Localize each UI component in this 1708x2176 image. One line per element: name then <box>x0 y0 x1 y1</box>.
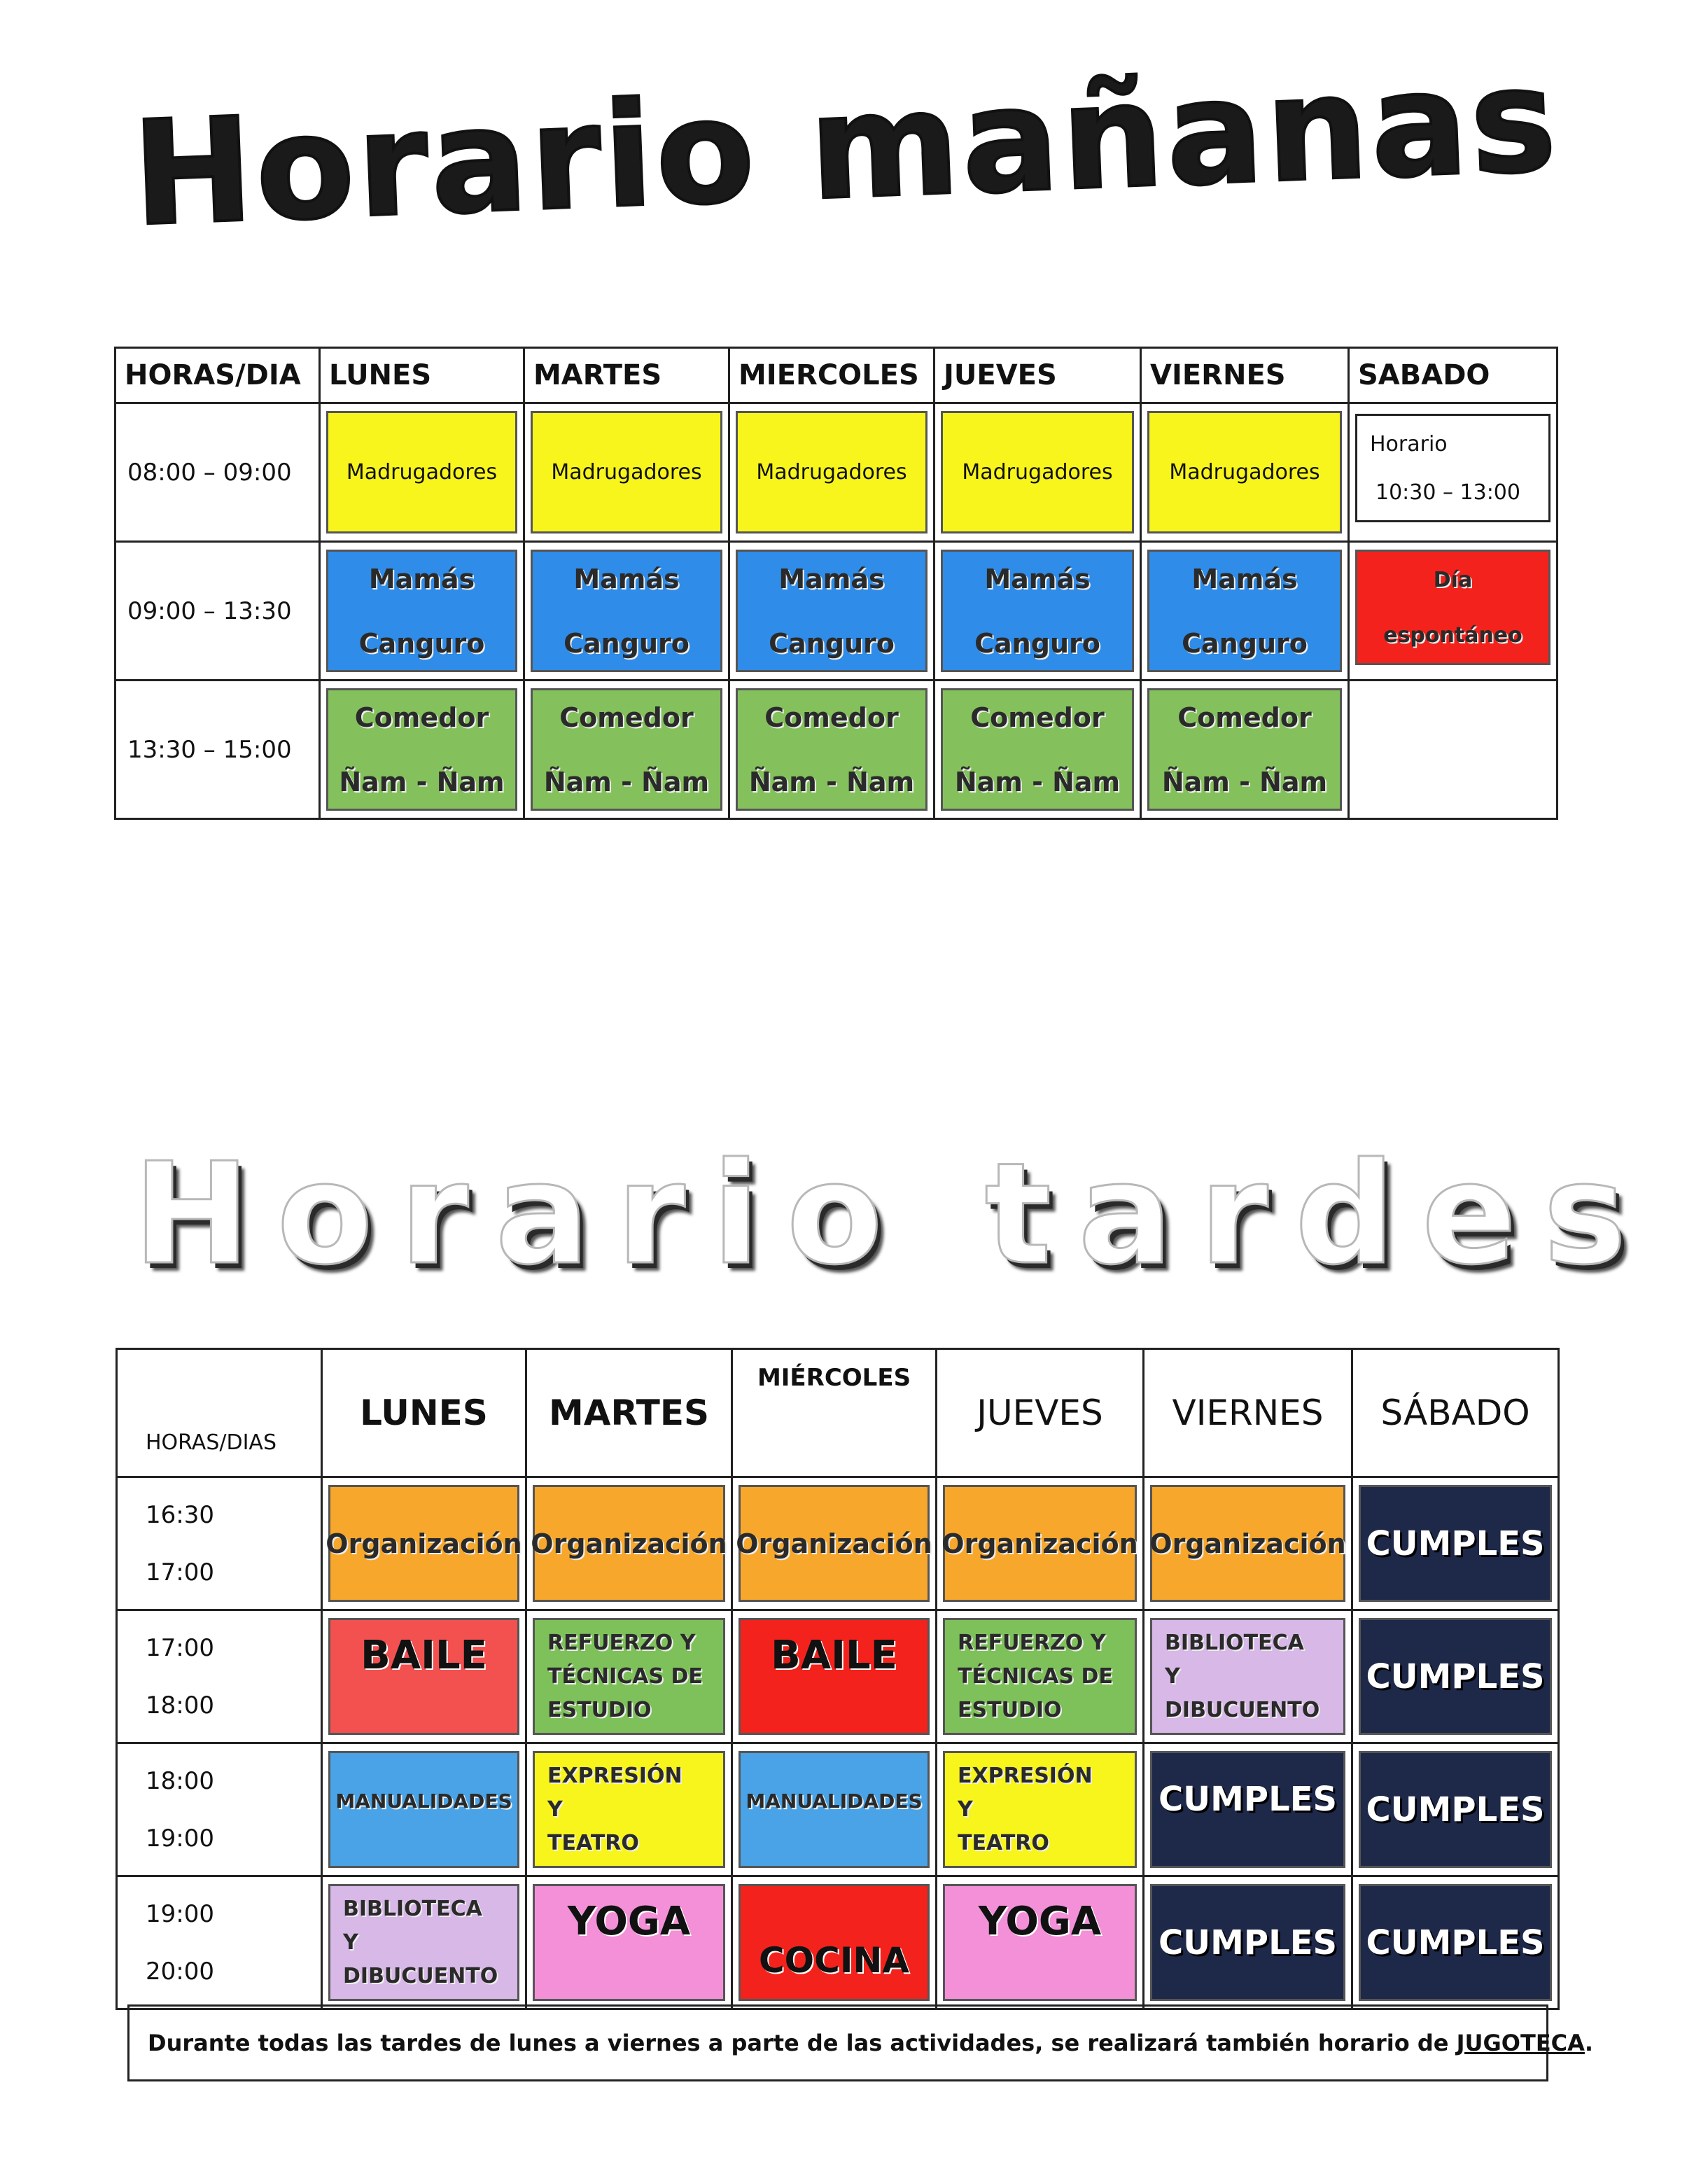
header-sabado: SABADO <box>1349 348 1558 403</box>
activity-manualidades: MANUALIDADES <box>738 1751 930 1868</box>
morning-title: Horario mañanas <box>130 36 1562 258</box>
schedule-cell <box>937 1743 1144 1876</box>
activity-yoga: YOGA <box>533 1884 725 2001</box>
activity-baile: BAILE <box>738 1618 930 1735</box>
afternoon-header-row <box>117 1349 1559 1477</box>
schedule-cell <box>524 681 729 819</box>
activity-comedor: Comedor Ñam - Ñam <box>1147 688 1342 811</box>
schedule-cell <box>1141 403 1349 542</box>
activity-madrugadores: Madrugadores <box>326 411 517 533</box>
activity-cocina: COCINA <box>738 1884 930 2001</box>
schedule-cell <box>320 681 524 819</box>
header-horas-dias: HORAS/DIAS <box>117 1349 322 1477</box>
activity-comedor: Comedor Ñam - Ñam <box>326 688 517 811</box>
activity-madrugadores: Madrugadores <box>736 411 927 533</box>
activity-comedor: Comedor Ñam - Ñam <box>531 688 722 811</box>
schedule-cell <box>524 403 729 542</box>
schedule-cell <box>732 1876 937 2009</box>
note-end: . <box>1584 2030 1594 2056</box>
table-row <box>117 1743 1559 1876</box>
header-lunes: LUNES <box>320 348 524 403</box>
header-sabado: SÁBADO <box>1352 1349 1559 1477</box>
schedule-cell <box>937 1477 1144 1610</box>
schedule-cell <box>1144 1743 1352 1876</box>
schedule-cell <box>732 1743 937 1876</box>
time-slot: 18:00 19:00 <box>117 1743 322 1876</box>
header-jueves: JUEVES <box>934 348 1141 403</box>
schedule-cell <box>729 542 934 681</box>
afternoon-schedule-table <box>115 1348 1560 2010</box>
schedule-cell <box>322 1610 526 1743</box>
schedule-cell <box>322 1477 526 1610</box>
note-jugoteca: JUGOTECA <box>1456 2030 1585 2056</box>
table-row <box>115 681 1558 819</box>
schedule-cell <box>1141 681 1349 819</box>
morning-header-row <box>115 348 1558 403</box>
time-slot: 09:00 – 13:30 <box>115 542 320 681</box>
schedule-cell <box>1144 1610 1352 1743</box>
header-viernes: VIERNES <box>1141 348 1349 403</box>
activity-organizacion: Organización <box>943 1485 1137 1602</box>
schedule-cell <box>322 1743 526 1876</box>
morning-schedule-table <box>114 347 1558 820</box>
header-viernes: VIERNES <box>1144 1349 1352 1477</box>
activity-mamas-canguro: Mamás Canguro <box>326 550 517 672</box>
header-jueves: JUEVES <box>937 1349 1144 1477</box>
activity-baile: BAILE <box>328 1618 519 1735</box>
header-horas-dia: HORAS/DIA <box>115 348 320 403</box>
schedule-cell <box>526 1477 732 1610</box>
header-miercoles: MIÉRCOLES <box>732 1349 937 1477</box>
activity-biblioteca: BIBLIOTECA Y DIBUCUENTO <box>1150 1618 1345 1735</box>
activity-mamas-canguro: Mamás Canguro <box>531 550 722 672</box>
time-slot: 16:30 17:00 <box>117 1477 322 1610</box>
schedule-cell <box>526 1610 732 1743</box>
activity-cumples: CUMPLES <box>1150 1884 1345 2001</box>
schedule-cell <box>1144 1477 1352 1610</box>
schedule-cell <box>526 1876 732 2009</box>
activity-yoga: YOGA <box>943 1884 1137 2001</box>
table-row <box>117 1477 1559 1610</box>
activity-mamas-canguro: Mamás Canguro <box>941 550 1134 672</box>
jugoteca-note <box>127 2004 1594 2081</box>
schedule-cell <box>1144 1876 1352 2009</box>
header-martes: MARTES <box>524 348 729 403</box>
activity-cumples: CUMPLES <box>1359 1618 1552 1735</box>
activity-expresion: EXPRESIÓN Y TEATRO <box>943 1751 1137 1868</box>
schedule-cell <box>1141 542 1349 681</box>
schedule-cell <box>1349 542 1558 681</box>
activity-cumples: CUMPLES <box>1359 1751 1552 1868</box>
activity-expresion: EXPRESIÓN Y TEATRO <box>533 1751 725 1868</box>
activity-organizacion: Organización <box>738 1485 930 1602</box>
table-row <box>115 403 1558 542</box>
time-slot: 17:00 18:00 <box>117 1610 322 1743</box>
activity-madrugadores: Madrugadores <box>531 411 722 533</box>
header-miercoles: MIERCOLES <box>729 348 934 403</box>
activity-madrugadores: Madrugadores <box>1147 411 1342 533</box>
activity-organizacion: Organización <box>533 1485 725 1602</box>
activity-organizacion: Organización <box>1150 1485 1345 1602</box>
saturday-hours-box: Horario 10:30 – 13:00 <box>1355 414 1550 522</box>
schedule-cell <box>934 403 1141 542</box>
activity-dia-espontaneo: Día espontáneo <box>1355 550 1550 665</box>
schedule-cell <box>322 1876 526 2009</box>
table-row <box>115 542 1558 681</box>
time-slot: 19:00 20:00 <box>117 1876 322 2009</box>
activity-organizacion: Organización <box>328 1485 519 1602</box>
schedule-cell <box>1352 1477 1559 1610</box>
schedule-cell <box>1352 1610 1559 1743</box>
schedule-cell-empty <box>1349 681 1558 819</box>
activity-cumples: CUMPLES <box>1150 1751 1345 1868</box>
schedule-cell <box>1349 403 1558 542</box>
schedule-cell <box>320 542 524 681</box>
schedule-cell <box>320 403 524 542</box>
activity-madrugadores: Madrugadores <box>941 411 1134 533</box>
schedule-cell <box>934 681 1141 819</box>
schedule-cell <box>526 1743 732 1876</box>
table-row <box>117 1610 1559 1743</box>
schedule-cell <box>732 1477 937 1610</box>
schedule-cell <box>937 1610 1144 1743</box>
activity-refuerzo: REFUERZO Y TÉCNICAS DE ESTUDIO <box>533 1618 725 1735</box>
schedule-cell <box>729 681 934 819</box>
activity-biblioteca: BIBLIOTECA Y DIBUCUENTO <box>328 1884 519 2001</box>
time-slot: 13:30 – 15:00 <box>115 681 320 819</box>
schedule-cell <box>934 542 1141 681</box>
header-martes: MARTES <box>526 1349 732 1477</box>
activity-cumples: CUMPLES <box>1359 1884 1552 2001</box>
activity-mamas-canguro: Mamás Canguro <box>1147 550 1342 672</box>
note-text: Durante todas las tardes de lunes a viernes a parte de las actividades, se realizará también horario de <box>148 2030 1457 2056</box>
header-lunes: LUNES <box>322 1349 526 1477</box>
schedule-cell <box>729 403 934 542</box>
schedule-cell <box>732 1610 937 1743</box>
activity-comedor: Comedor Ñam - Ñam <box>736 688 927 811</box>
schedule-cell <box>1352 1743 1559 1876</box>
activity-comedor: Comedor Ñam - Ñam <box>941 688 1134 811</box>
activity-refuerzo: REFUERZO Y TÉCNICAS DE ESTUDIO <box>943 1618 1137 1735</box>
activity-cumples: CUMPLES <box>1359 1485 1552 1602</box>
table-row <box>117 1876 1559 2009</box>
time-slot: 08:00 – 09:00 <box>115 403 320 542</box>
afternoon-title: Horario tardes <box>133 1133 1653 1296</box>
schedule-cell <box>524 542 729 681</box>
schedule-cell <box>937 1876 1144 2009</box>
schedule-cell <box>1352 1876 1559 2009</box>
activity-mamas-canguro: Mamás Canguro <box>736 550 927 672</box>
activity-manualidades: MANUALIDADES <box>328 1751 519 1868</box>
